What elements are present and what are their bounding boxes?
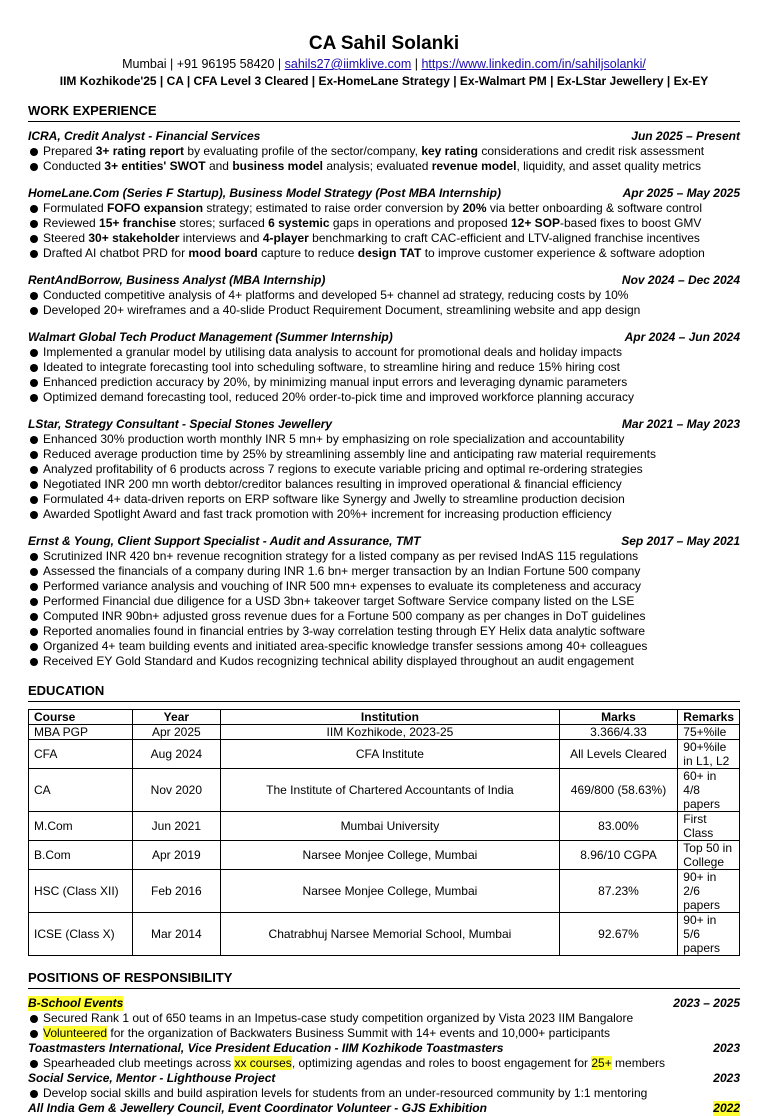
highlighted-text: xx courses bbox=[234, 1056, 292, 1070]
education-cell: 90+ in 5/6 papers bbox=[678, 913, 740, 956]
bullet-item bbox=[28, 477, 740, 492]
education-cell: 75+%ile bbox=[678, 725, 740, 740]
education-cell: 8.96/10 CGPA bbox=[559, 841, 678, 870]
bullet-item bbox=[28, 375, 740, 390]
bullet-item bbox=[28, 231, 740, 246]
bullet-text: Analyzed profitability of 6 products across 7 regions to execute variable pricing and optimal re-ordering strategies bbox=[43, 462, 643, 476]
education-table bbox=[28, 709, 740, 956]
bullet-item bbox=[28, 144, 740, 159]
bullet-text: Drafted AI chatbot PRD for bbox=[43, 246, 189, 260]
positions-section-title: POSITIONS OF RESPONSIBILITY bbox=[28, 970, 740, 989]
bullet-item bbox=[28, 624, 740, 639]
bullet-item bbox=[28, 1086, 740, 1101]
education-cell: Jun 2021 bbox=[132, 812, 221, 841]
bullet-text: Assessed the financials of a company during INR 1.6 bn+ merger transaction by an Indian Fortune 500 company bbox=[43, 564, 641, 578]
bullet-text: Reduced average production time by 25% by streamlining assembly line and anticipating raw material requirements bbox=[43, 447, 656, 461]
bullet-text: Spearheaded club meetings across bbox=[43, 1056, 235, 1070]
highlighted-text: 25+ bbox=[591, 1056, 612, 1070]
education-row bbox=[29, 841, 740, 870]
bullet-text: Steered bbox=[43, 231, 89, 245]
job-role: Walmart Global Tech Product Management (Summer Internship) bbox=[28, 330, 393, 344]
bullet-item bbox=[28, 216, 740, 231]
bullet-text: , optimizing agendas and roles to boost engagement for bbox=[291, 1056, 592, 1070]
bullet-text: Enhanced 30% production worth monthly INR 5 mn+ by emphasizing on role specialization and accountability bbox=[43, 432, 625, 446]
education-cell: Narsee Monjee College, Mumbai bbox=[221, 870, 560, 913]
education-section-title: EDUCATION bbox=[28, 683, 740, 702]
bullet-text: Conducted bbox=[43, 159, 105, 173]
bullet-text: Prepared bbox=[43, 144, 96, 158]
bullet-text: 3+ entities' SWOT bbox=[104, 159, 206, 173]
education-body bbox=[29, 725, 740, 956]
position-dates: 2023 bbox=[713, 1041, 740, 1055]
education-cell: M.Com bbox=[29, 812, 133, 841]
job-dates: Mar 2021 – May 2023 bbox=[621, 417, 740, 431]
bullet-item bbox=[28, 390, 740, 405]
education-header-cell: Institution bbox=[221, 710, 560, 725]
bullet-text: Received EY Gold Standard and Kudos recognizing technical ability displayed throughout an audit engagement bbox=[43, 654, 634, 668]
education-cell: Aug 2024 bbox=[132, 740, 221, 769]
education-header-cell: Marks bbox=[559, 710, 678, 725]
bullet-item bbox=[28, 594, 740, 609]
job-header bbox=[28, 417, 740, 432]
bullet-text: Enhanced prediction accuracy by 20%, by minimizing manual input errors and leveraging dynamic parameters bbox=[43, 375, 628, 389]
bullet-item bbox=[28, 1056, 740, 1071]
job-header bbox=[28, 273, 740, 288]
education-cell: B.Com bbox=[29, 841, 133, 870]
education-cell: 87.23% bbox=[559, 870, 678, 913]
bullet-text: Organized 4+ team building events and initiated area-specific knowledge transfer sessions among 40+ colleagues bbox=[43, 639, 648, 653]
education-row bbox=[29, 769, 740, 812]
candidate-name: CA Sahil Solanki bbox=[308, 33, 460, 54]
education-row bbox=[29, 870, 740, 913]
bullet-item bbox=[28, 360, 740, 375]
contact-separator: | bbox=[411, 57, 422, 71]
position-header bbox=[28, 1101, 740, 1116]
bullet-item bbox=[28, 507, 740, 522]
bullet-list bbox=[28, 1056, 740, 1071]
bullet-item bbox=[28, 462, 740, 477]
bullet-item bbox=[28, 447, 740, 462]
bullet-text: capture to reduce bbox=[257, 246, 358, 260]
bullet-text: FOFO expansion bbox=[107, 201, 204, 215]
bullet-item bbox=[28, 609, 740, 624]
bullet-text: members bbox=[611, 1056, 666, 1070]
bullet-text: 4-player bbox=[262, 231, 309, 245]
bullet-text: design TAT bbox=[357, 246, 422, 260]
education-cell: Chatrabhuj Narsee Memorial School, Mumbai bbox=[221, 913, 560, 956]
job-dates: Apr 2025 – May 2025 bbox=[622, 186, 740, 200]
bullet-text: Secured Rank 1 out of 650 teams in an Impetus-case study competition organized by Vista 2023 IIM Bangalore bbox=[43, 1011, 634, 1025]
education-cell: Mar 2014 bbox=[132, 913, 221, 956]
education-cell: CFA Institute bbox=[221, 740, 560, 769]
bullet-text: Awarded Spotlight Award and fast track promotion with 20%+ increment for increasing production efficiency bbox=[43, 507, 612, 521]
bullet-text: benchmarking to craft CAC-efficient and LTV-aligned franchise incentives bbox=[308, 231, 700, 245]
bullet-text: Negotiated INR 200 mn worth debtor/creditor balances resulting in improved operational & financial efficiency bbox=[43, 477, 622, 491]
education-cell: Top 50 in College bbox=[678, 841, 740, 870]
education-cell: Apr 2019 bbox=[132, 841, 221, 870]
position-header bbox=[28, 996, 740, 1011]
education-cell: The Institute of Chartered Accountants of India bbox=[221, 769, 560, 812]
bullet-text: mood board bbox=[188, 246, 258, 260]
bullet-text: considerations and credit risk assessment bbox=[478, 144, 705, 158]
education-cell: Nov 2020 bbox=[132, 769, 221, 812]
bullet-item bbox=[28, 564, 740, 579]
bullet-text: stores; surfaced bbox=[176, 216, 269, 230]
bullet-list bbox=[28, 1086, 740, 1101]
education-cell: ICSE (Class X) bbox=[29, 913, 133, 956]
bullet-text: interviews and bbox=[179, 231, 263, 245]
work-experience-list bbox=[28, 129, 740, 669]
bullet-text: -based fixes to boost GMV bbox=[560, 216, 702, 230]
bullet-text: 12+ SOP bbox=[510, 216, 561, 230]
education-cell: 90+%ile in L1, L2 bbox=[678, 740, 740, 769]
bullet-text: 20% bbox=[462, 201, 487, 215]
job-header bbox=[28, 534, 740, 549]
education-cell: Apr 2025 bbox=[132, 725, 221, 740]
bullet-text: Reviewed bbox=[43, 216, 100, 230]
education-cell: Narsee Monjee College, Mumbai bbox=[221, 841, 560, 870]
job-dates: Sep 2017 – May 2021 bbox=[621, 534, 740, 548]
education-row bbox=[29, 740, 740, 769]
bullet-item bbox=[28, 492, 740, 507]
job-role: RentAndBorrow, Business Analyst (MBA Internship) bbox=[28, 273, 326, 287]
position-header bbox=[28, 1071, 740, 1086]
bullet-text: Develop social skills and build aspiration levels for students from an under-resourced community by 1:1 mentoring bbox=[43, 1086, 648, 1100]
job-header bbox=[28, 129, 740, 144]
education-row bbox=[29, 725, 740, 740]
bullet-text: by evaluating profile of the sector/company, bbox=[184, 144, 422, 158]
tagline: IIM Kozhikode'25 | CA | CFA Level 3 Cleared | Ex-HomeLane Strategy | Ex-Walmart PM | Ex-LStar Jewellery | Ex-EY bbox=[59, 74, 709, 88]
bullet-text: strategy; estimated to raise order conversion by bbox=[203, 201, 463, 215]
position-role: All India Gem & Jewellery Council, Event Coordinator Volunteer - GJS Exhibition bbox=[28, 1101, 487, 1115]
bullet-item bbox=[28, 549, 740, 564]
bullet-list bbox=[28, 549, 740, 669]
education-cell: CA bbox=[29, 769, 133, 812]
education-cell: 90+ in 2/6 papers bbox=[678, 870, 740, 913]
bullet-text: Conducted competitive analysis of 4+ platforms and developed 5+ channel ad strategy, reducing costs by 10% bbox=[43, 288, 629, 302]
job-role: LStar, Strategy Consultant - Special Stones Jewellery bbox=[28, 417, 333, 431]
bullet-text: Performed variance analysis and vouching of INR 500 mn+ expenses to evaluate its completeness and accuracy bbox=[43, 579, 641, 593]
bullet-item bbox=[28, 432, 740, 447]
bullet-item bbox=[28, 639, 740, 654]
job-header bbox=[28, 186, 740, 201]
job-role: ICRA, Credit Analyst - Financial Services bbox=[28, 129, 261, 143]
bullet-text: revenue model bbox=[431, 159, 517, 173]
bullet-list bbox=[28, 144, 740, 174]
position-role: Social Service, Mentor - Lighthouse Project bbox=[28, 1071, 276, 1085]
bullet-list bbox=[28, 201, 740, 261]
education-row bbox=[29, 913, 740, 956]
bullet-text: for the organization of Backwaters Business Summit with 14+ events and 10,000+ participants bbox=[107, 1026, 611, 1040]
job-role: Ernst & Young, Client Support Specialist - Audit and Assurance, TMT bbox=[28, 534, 421, 548]
education-row bbox=[29, 812, 740, 841]
contact-line bbox=[28, 56, 740, 73]
bullet-text: 30+ stakeholder bbox=[88, 231, 180, 245]
education-cell: Mumbai University bbox=[221, 812, 560, 841]
bullet-item bbox=[28, 303, 740, 318]
bullet-text: Developed 20+ wireframes and a 40-slide Product Requirement Document, streamlining website and app design bbox=[43, 303, 641, 317]
job-dates: Nov 2024 – Dec 2024 bbox=[621, 273, 740, 287]
education-cell: MBA PGP bbox=[29, 725, 133, 740]
bullet-item bbox=[28, 246, 740, 261]
bullet-item bbox=[28, 579, 740, 594]
bullet-text: 15+ franchise bbox=[99, 216, 177, 230]
bullet-text: Computed INR 90bn+ adjusted gross revenue dues for a Fortune 500 company as per changes in DoT guidelines bbox=[43, 609, 646, 623]
bullet-list bbox=[28, 432, 740, 522]
bullet-item bbox=[28, 345, 740, 360]
job-dates: Jun 2025 – Present bbox=[631, 129, 740, 143]
positions-list bbox=[28, 996, 740, 1116]
position-header bbox=[28, 1041, 740, 1056]
position-dates: 2023 bbox=[713, 1071, 740, 1085]
bullet-text: business model bbox=[232, 159, 324, 173]
bullet-text: via better onboarding & software control bbox=[486, 201, 702, 215]
education-cell: 60+ in 4/8 papers bbox=[678, 769, 740, 812]
bullet-text: key rating bbox=[421, 144, 479, 158]
bullet-text: Reported anomalies found in financial entries by 3-way correlation testing through EY Helix data analytic software bbox=[43, 624, 646, 638]
bullet-item bbox=[28, 288, 740, 303]
bullet-text: Scrutinized INR 420 bn+ revenue recognition strategy for a listed company as per revised IndAS 115 regulations bbox=[43, 549, 639, 563]
bullet-item bbox=[28, 159, 740, 174]
linkedin-link[interactable]: https://www.linkedin.com/in/sahiljsolanki/ bbox=[421, 57, 646, 71]
work-section-title: WORK EXPERIENCE bbox=[28, 103, 740, 122]
position-role: B-School Events bbox=[28, 996, 124, 1010]
bullet-text: , liquidity, and asset quality metrics bbox=[516, 159, 701, 173]
bullet-text: Ideated to integrate forecasting tool into scheduling software, to streamline hiring and reduce 15% hiring cost bbox=[43, 360, 621, 374]
bullet-text: Implemented a granular model by utilising data analysis to account for promotional deals and holiday impacts bbox=[43, 345, 622, 359]
bullet-text: Formulated bbox=[43, 201, 108, 215]
bullet-text: and bbox=[205, 159, 233, 173]
education-cell: IIM Kozhikode, 2023-25 bbox=[221, 725, 560, 740]
bullet-text: Performed Financial due diligence for a USD 3bn+ takeover target Software Service company listed on the LSE bbox=[43, 594, 635, 608]
resume-page bbox=[28, 0, 740, 1116]
education-cell: Feb 2016 bbox=[132, 870, 221, 913]
education-header-cell: Remarks bbox=[678, 710, 740, 725]
bullet-item bbox=[28, 201, 740, 216]
bullet-list bbox=[28, 288, 740, 318]
highlighted-text: Volunteered bbox=[43, 1026, 108, 1040]
job-header bbox=[28, 330, 740, 345]
bullet-item bbox=[28, 1026, 740, 1041]
bullet-text: 3+ rating report bbox=[95, 144, 185, 158]
education-header-cell: Course bbox=[29, 710, 133, 725]
job-dates: Apr 2024 – Jun 2024 bbox=[624, 330, 740, 344]
position-dates: 2022 bbox=[713, 1101, 740, 1115]
education-cell: 3.366/4.33 bbox=[559, 725, 678, 740]
bullet-text: gaps in operations and proposed bbox=[329, 216, 511, 230]
education-cell: 83.00% bbox=[559, 812, 678, 841]
bullet-text: Formulated 4+ data-driven reports on ERP software like Synergy and Jwelly to streamline production decision bbox=[43, 492, 625, 506]
bullet-item bbox=[28, 654, 740, 669]
position-dates: 2023 – 2025 bbox=[673, 996, 740, 1010]
bullet-text: analysis; evaluated bbox=[323, 159, 432, 173]
bullet-list bbox=[28, 1011, 740, 1041]
contact-prefix: Mumbai | +91 96195 58420 | bbox=[122, 57, 285, 71]
education-cell: 92.67% bbox=[559, 913, 678, 956]
education-cell: CFA bbox=[29, 740, 133, 769]
education-cell: 469/800 (58.63%) bbox=[559, 769, 678, 812]
bullet-text: 6 systemic bbox=[268, 216, 330, 230]
job-role: HomeLane.Com (Series F Startup), Business Model Strategy (Post MBA Internship) bbox=[28, 186, 501, 200]
education-cell: HSC (Class XII) bbox=[29, 870, 133, 913]
bullet-list bbox=[28, 345, 740, 405]
education-cell: All Levels Cleared bbox=[559, 740, 678, 769]
bullet-text: Optimized demand forecasting tool, reduced 20% order-to-pick time and improved workforce planning accuracy bbox=[43, 390, 634, 404]
bullet-text: to improve customer experience & software adoption bbox=[421, 246, 705, 260]
email-link[interactable]: sahils27@iimklive.com bbox=[284, 57, 412, 71]
education-header-row bbox=[29, 710, 740, 725]
position-role: Toastmasters International, Vice President Education - IIM Kozhikode Toastmasters bbox=[28, 1041, 504, 1055]
education-header-cell: Year bbox=[132, 710, 221, 725]
education-cell: First Class bbox=[678, 812, 740, 841]
